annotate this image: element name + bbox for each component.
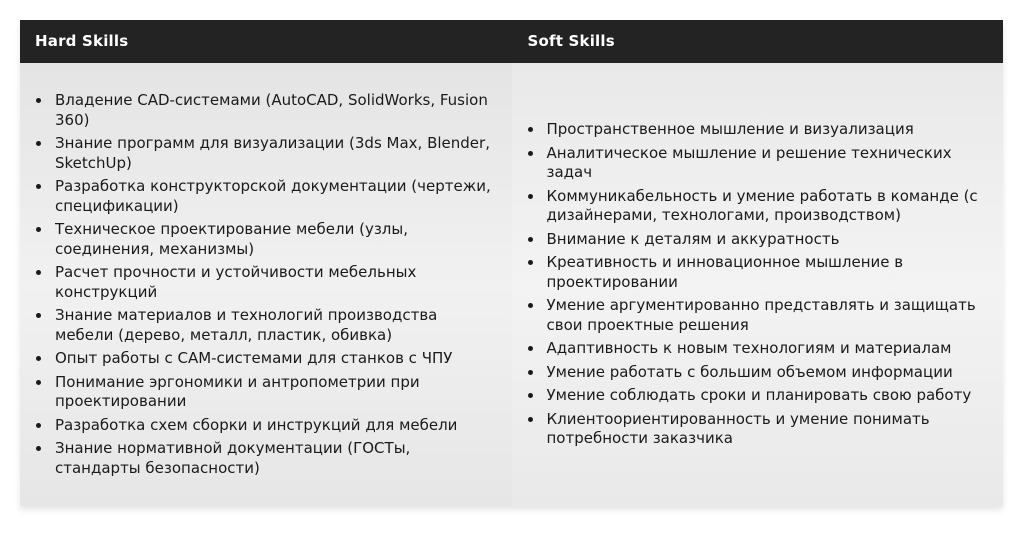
list-item-text: Знание программ для визуализации (3ds Max, Blender, SketchUp) xyxy=(55,134,490,172)
table-body xyxy=(20,63,1003,506)
list-item xyxy=(526,120,986,140)
bullet-icon xyxy=(36,423,41,428)
list-item-text: Коммуникабельность и умение работать в команде (с дизайнерами, технологами, производством) xyxy=(546,186,978,225)
list-item-text: Креативность и инновационное мышление в проектировании xyxy=(546,253,904,291)
hard-skills-list xyxy=(34,91,494,478)
list-item-text: Адаптивность к новым технологиям и материалам xyxy=(546,339,952,358)
list-item-text: Опыт работы с CAM-системами для станков с ЧПУ xyxy=(55,349,453,367)
list-item-text: Знание нормативной документации (ГОСТы, стандарты безопасности) xyxy=(55,439,411,477)
bullet-icon xyxy=(36,141,41,146)
hard-skills-heading: Hard Skills xyxy=(35,32,129,50)
bullet-icon xyxy=(528,260,533,265)
list-item-text: Умение соблюдать сроки и планировать свою работу xyxy=(546,386,972,405)
list-item xyxy=(526,410,986,449)
list-item xyxy=(34,349,494,369)
list-item-text: Пространственное мышление и визуализация xyxy=(546,120,914,139)
bullet-icon xyxy=(36,227,41,232)
list-item xyxy=(34,439,494,478)
list-item-text: Разработка схем сборки и инструкций для мебели xyxy=(55,415,458,434)
list-item-text: Умение работать с большим объемом информации xyxy=(546,362,953,381)
bullet-icon xyxy=(36,356,41,361)
list-item-text: Расчет прочности и устойчивости мебельных конструкций xyxy=(55,263,417,301)
table-header xyxy=(20,20,1003,63)
skills-table xyxy=(20,20,1003,506)
bullet-icon xyxy=(36,446,41,451)
bullet-icon xyxy=(528,370,533,375)
bullet-icon xyxy=(528,151,533,156)
bullet-icon xyxy=(528,127,533,132)
bullet-icon xyxy=(36,184,41,189)
list-item xyxy=(34,220,494,259)
list-item xyxy=(526,363,986,383)
list-item xyxy=(526,253,986,292)
list-item xyxy=(34,177,494,216)
bullet-icon xyxy=(36,380,41,385)
list-item xyxy=(526,386,986,406)
bullet-icon xyxy=(36,98,41,103)
list-item xyxy=(34,91,494,130)
list-item-text: Внимание к деталям и аккуратность xyxy=(546,229,840,248)
list-item xyxy=(526,230,986,250)
bullet-icon xyxy=(36,313,41,318)
list-item xyxy=(526,296,986,335)
bullet-icon xyxy=(36,270,41,275)
list-item xyxy=(526,187,986,226)
list-item xyxy=(34,416,494,436)
list-item-text: Клиентоориентированность и умение понимать потребности заказчика xyxy=(546,409,930,448)
bullet-icon xyxy=(528,303,533,308)
list-item-text: Знание материалов и технологий производства мебели (дерево, металл, пластик, обивка) xyxy=(55,306,438,344)
bullet-icon xyxy=(528,194,533,199)
bullet-icon xyxy=(528,393,533,398)
list-item-text: Владение CAD-системами (AutoCAD, SolidWorks, Fusion 360) xyxy=(55,91,488,129)
soft-skills-column xyxy=(512,63,1004,506)
soft-skills-list xyxy=(526,120,986,449)
bullet-icon xyxy=(528,346,533,351)
list-item-text: Умение аргументированно представлять и защищать свои проектные решения xyxy=(546,296,976,334)
list-item xyxy=(34,306,494,345)
bullet-icon xyxy=(528,417,533,422)
list-item-text: Разработка конструкторской документации (чертежи, спецификации) xyxy=(55,177,491,215)
list-item-text: Аналитическое мышление и решение технических задач xyxy=(546,143,952,182)
list-item xyxy=(526,339,986,359)
list-item xyxy=(34,373,494,412)
hard-skills-column xyxy=(20,63,512,506)
soft-skills-heading: Soft Skills xyxy=(527,32,615,50)
list-item-text: Техническое проектирование мебели (узлы, соединения, механизмы) xyxy=(55,220,408,258)
bullet-icon xyxy=(528,237,533,242)
list-item xyxy=(526,144,986,183)
list-item-text: Понимание эргономики и антропометрии при проектировании xyxy=(55,372,420,410)
list-item xyxy=(34,263,494,302)
list-item xyxy=(34,134,494,173)
